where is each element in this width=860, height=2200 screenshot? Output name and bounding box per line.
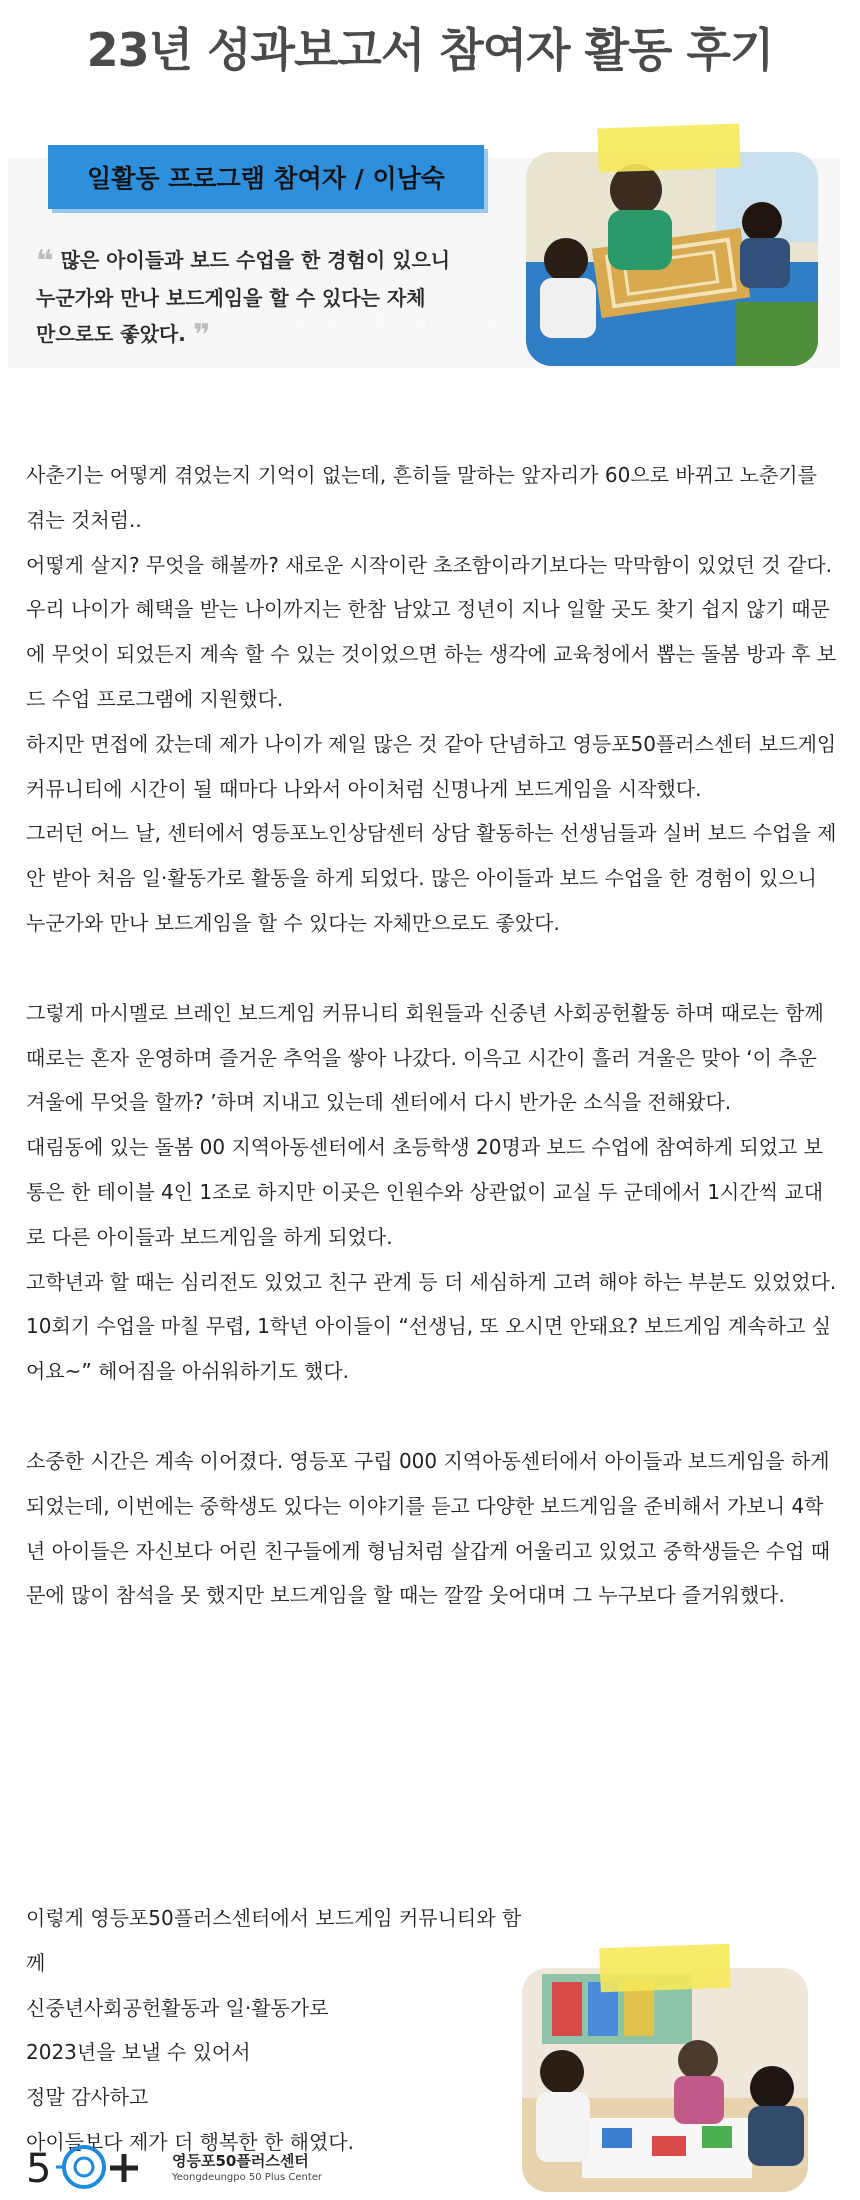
paragraph: 소중한 시간은 계속 이어졌다. 영등포 구립 000 지역아동센터에서 아이들과 보드게임을 하게 되었는데, 이번에는 중학생도 있다는 이야기를 듣고 다양한 보드게임을 준비해서 가보니 4학년 아이들은 자신보다 어린 친구들에게 형님처럼 살갑게 어울리고 있었고 중학생들은 수업 때문에 많이 참석을 못 했지만 보드게임을 할 때는 깔깔 웃어대며 그 누구보다 즐거워했다. (26, 1448, 831, 1608)
quote-line: 만으로도 좋았다. (36, 322, 186, 346)
paragraph-gap (26, 946, 838, 991)
tape-decoration (597, 124, 740, 173)
page-title: 23년 성과보고서 참여자 활동 후기 (86, 23, 774, 77)
participant-badge: 일활동 프로그램 참여자 / 이남숙 (48, 145, 484, 209)
quote-close-icon: ❞ (192, 318, 211, 353)
quote-faint-echo: 보드게임을 할 수 있다는 자체 (290, 313, 496, 332)
quote-line: 많은 아이들과 보드 수업을 한 경험이 있으니 (60, 248, 451, 272)
paragraph: 10회기 수업을 마칠 무렵, 1학년 아이들이 “선생님, 또 오시면 안돼요? 보드게임 계속하고 싶어요~” 헤어짐을 아쉬워하기도 했다. (26, 1314, 832, 1384)
pull-quote (36, 242, 526, 354)
logo-name: 영등포50플러스센터 (172, 2152, 309, 2170)
quote-line: 누군가와 만나 보드게임을 할 수 있다는 자체 (36, 286, 426, 310)
closing-line: 정말 감사하고 (26, 2085, 149, 2110)
paragraph: 사춘기는 어떻게 겪었는지 기억이 없는데, 흔히들 말하는 앞자리가 60으로 바뀌고 노춘기를 겪는 것처럼.. (26, 463, 817, 532)
closing-line: 아이들보다 제가 더 행복한 한 해였다. (26, 2129, 354, 2154)
quote-open-icon: ❝ (36, 244, 54, 279)
paragraph: 그렇게 마시멜로 브레인 보드게임 커뮤니티 회원들과 신중년 사회공헌활동 하며 때로는 함께 때로는 혼자 운영하며 즐거운 추억을 쌓아 나갔다. 이윽고 시간이 흘러 겨울은 맞아 ‘이 추운 겨울에 무엇을 할까? ’하며 지내고 있는데 센터에서 다시 반가운 소식을 전해왔다. (26, 1000, 824, 1115)
classroom-photo (522, 1968, 808, 2192)
board-game-photo (526, 152, 818, 366)
logo-subtitle: Yeongdeungpo 50 Plus Center (172, 2172, 322, 2183)
svg-text:5: 5 (26, 2146, 52, 2192)
closing-lines (26, 1896, 526, 2165)
paragraph: 우리 나이가 혜택을 받는 나이까지는 한참 남았고 정년이 지나 일할 곳도 찾기 쉽지 않기 때문에 무엇이 되었든지 계속 할 수 있는 것이었으면 하는 생각에 교육청에서 뽑는 돌봄 방과 후 보드 수업 프로그램에 지원했다. (26, 597, 837, 711)
paragraph: 어떻게 살지? 무엇을 해볼까? 새로운 시작이란 초조함이라기보다는 막막함이 있었던 것 같다. (26, 552, 833, 577)
paragraph: 대림동에 있는 돌봄 00 지역아동센터에서 초등학생 20명과 보드 수업에 참여하게 되었고 보통은 한 테이블 4인 1조로 하지만 이곳은 인원수와 상관없이 교실 두 군데에서 1시간씩 교대로 다른 아이들과 보드게임을 하게 되었다. (26, 1135, 824, 1249)
closing-line: 신중년사회공헌활동과 일·활동가로 (26, 1995, 329, 2020)
center-logo (26, 2138, 446, 2194)
closing-line: 2023년을 보낼 수 있어서 (26, 2040, 251, 2065)
tape-decoration (599, 1944, 730, 1993)
fifty-plus-logo-icon (26, 2138, 166, 2194)
essay-body (26, 453, 838, 1618)
paragraph: 그러던 어느 날, 센터에서 영등포노인상담센터 상담 활동하는 선생님들과 실버 보드 수업을 제안 받아 처음 일·활동가로 활동을 하게 되었다. 많은 아이들과 보드 수업을 한 경험이 있으니 누군가와 만나 보드게임을 할 수 있다는 자체만으로도 좋았다. (26, 821, 837, 935)
closing-line: 이렇게 영등포50플러스센터에서 보드게임 커뮤니티와 함께 (26, 1906, 522, 1975)
paragraph-gap (26, 1394, 838, 1439)
paragraph: 고학년과 할 때는 심리전도 있었고 친구 관계 등 더 세심하게 고려 해야 하는 부분도 있었었다. (26, 1269, 837, 1294)
paragraph: 하지만 면접에 갔는데 제가 나이가 제일 많은 것 같아 단념하고 영등포50플러스센터 보드게임 커뮤니티에 시간이 될 때마다 나와서 아이처럼 신명나게 보드게임을 시작했다. (26, 731, 837, 801)
